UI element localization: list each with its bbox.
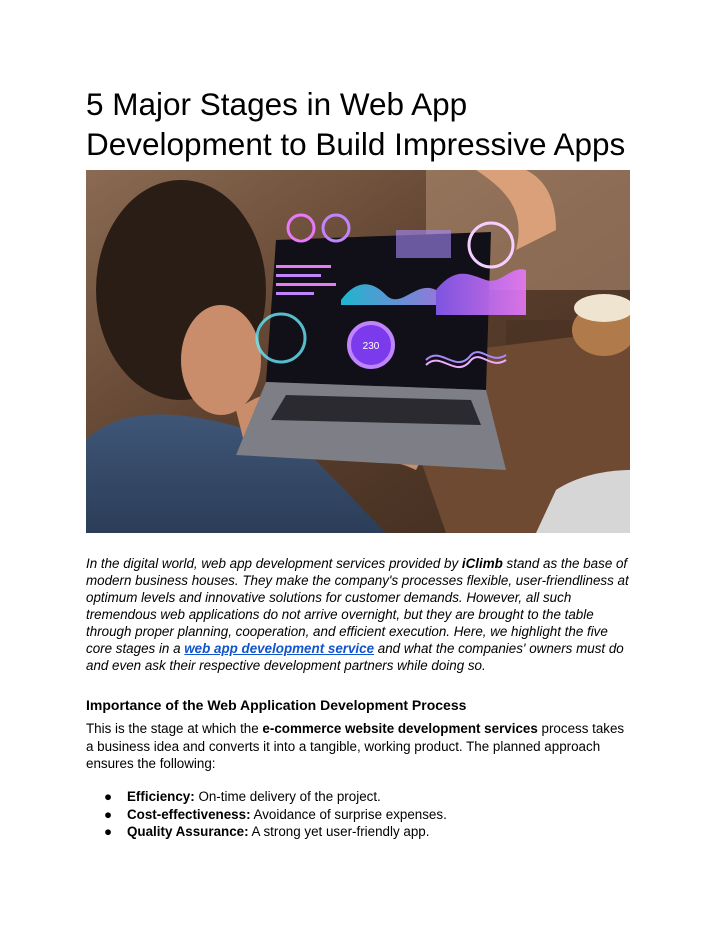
bullet-icon: ● xyxy=(104,789,113,804)
brand-name: iClimb xyxy=(461,556,503,571)
page-title: 5 Major Stages in Web App Development to Build Impressive Apps xyxy=(86,86,626,162)
list-item xyxy=(86,806,447,824)
bullet-text: Avoidance of surprise expenses. xyxy=(250,806,447,822)
intro-paragraph xyxy=(86,555,630,674)
list-item xyxy=(86,788,447,806)
laptop-dashboard-illustration xyxy=(86,170,630,533)
intro-text-2: stand as the base of modern business houses. They make the company's processes flexible, user-friendliness at optimum levels and innovative solutions for customer demands. However, all such tremendous web applications do not arrive overnight, but they are brought to the table through proper planning, cooperation, and efficient execution. Here, we highlight the five core stages in a xyxy=(86,556,629,656)
list-item xyxy=(86,823,447,841)
intro-text-1: In the digital world, web app development services provided by xyxy=(86,556,462,571)
section-text-1: This is the stage at which the xyxy=(86,721,263,736)
section-heading: Importance of the Web Application Development Process xyxy=(86,697,467,713)
web-app-development-service-link[interactable]: web app development service xyxy=(184,641,375,656)
bullet-text: A strong yet user-friendly app. xyxy=(248,824,430,839)
bullet-icon: ● xyxy=(104,824,113,839)
section-bold-text: e-commerce website development services xyxy=(262,721,538,736)
intro-text-3: and what the companies' owners must do and even ask their respective development partners while doing so. xyxy=(86,641,624,673)
benefits-list xyxy=(86,788,447,841)
bullet-label: Cost-effectiveness: xyxy=(127,806,251,822)
bullet-label: Quality Assurance: xyxy=(127,824,249,839)
bullet-label: Efficiency: xyxy=(127,789,195,804)
hero-image xyxy=(86,170,630,533)
gauge-value: 230 xyxy=(362,341,380,352)
section-text-2: process takes a business idea and converts it into a tangible, working product. The planned approach ensures the following: xyxy=(86,721,625,771)
bullet-text: On-time delivery of the project. xyxy=(194,789,381,804)
section-paragraph xyxy=(86,720,630,773)
bullet-icon: ● xyxy=(104,806,113,822)
